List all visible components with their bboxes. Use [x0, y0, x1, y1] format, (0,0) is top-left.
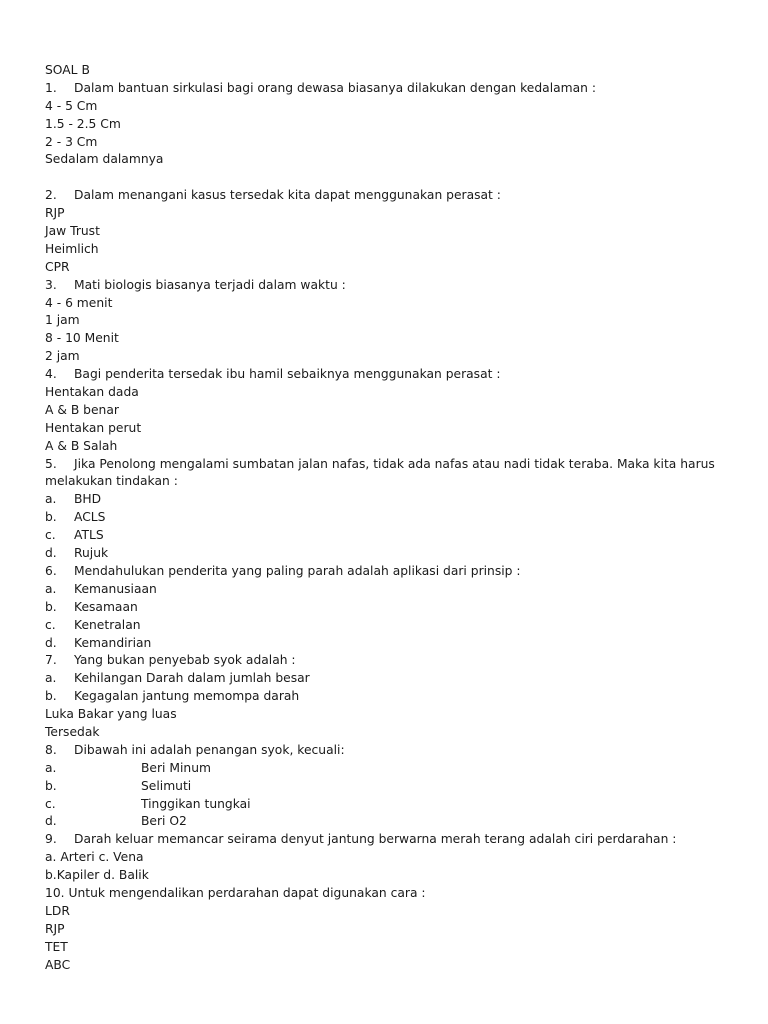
- question-10: 10. Untuk mengendalikan perdarahan dapat digunakan cara :: [45, 885, 426, 900]
- question-text: Darah keluar memancar seirama denyut jantung berwarna merah terang adalah ciri perdarahan :: [74, 832, 677, 847]
- question-number: 8.: [45, 742, 57, 757]
- option: [45, 778, 745, 796]
- question-number: 5.: [45, 456, 57, 471]
- option-label: c.: [45, 796, 56, 811]
- question-number: 2.: [45, 188, 57, 203]
- option: A & B benar: [45, 402, 119, 417]
- question-text: Dalam menangani kasus tersedak kita dapat menggunakan perasat :: [74, 188, 501, 203]
- option: [45, 545, 745, 563]
- option-text: Kesamaan: [74, 599, 138, 614]
- option: Sedalam dalamnya: [45, 152, 164, 167]
- option-label: b.: [45, 510, 57, 525]
- question-number: 7.: [45, 653, 57, 668]
- question-number: 3.: [45, 277, 57, 292]
- question-8: [45, 742, 745, 760]
- option-text: Kemandirian: [74, 635, 152, 650]
- question-text: Mendahulukan penderita yang paling parah adalah aplikasi dari prinsip :: [74, 563, 521, 578]
- option-text: BHD: [74, 492, 102, 507]
- question-text: Mati biologis biasanya terjadi dalam waktu :: [74, 277, 346, 292]
- option-text: Beri Minum: [141, 760, 211, 775]
- option-label: d.: [45, 546, 57, 561]
- question-5: [45, 456, 745, 474]
- question-4: [45, 366, 745, 384]
- question-6: [45, 563, 745, 581]
- option: [45, 670, 745, 688]
- option: Hentakan perut: [45, 420, 142, 435]
- question-3: [45, 277, 745, 295]
- option: A & B Salah: [45, 438, 118, 453]
- question-text-continued: melakukan tindakan :: [45, 474, 178, 489]
- option-text: Selimuti: [141, 778, 192, 793]
- option: 4 - 6 menit: [45, 295, 113, 310]
- option: TET: [45, 939, 68, 954]
- question-2: [45, 187, 745, 205]
- option: 1 jam: [45, 313, 80, 328]
- option-text: Kenetralan: [74, 617, 141, 632]
- question-number: 4.: [45, 367, 57, 382]
- option: RJP: [45, 921, 65, 936]
- option: [45, 796, 745, 814]
- option-text: Kemanusiaan: [74, 581, 157, 596]
- option: 4 - 5 Cm: [45, 98, 98, 113]
- option: [45, 688, 745, 706]
- option-label: a.: [45, 671, 57, 686]
- option: ABC: [45, 957, 71, 972]
- option: Jaw Trust: [45, 224, 100, 239]
- option-label: a.: [45, 760, 57, 775]
- option: [45, 635, 745, 653]
- option: [45, 491, 745, 509]
- option: RJP: [45, 206, 65, 221]
- question-1: [45, 80, 745, 98]
- option-text: Rujuk: [74, 546, 109, 561]
- option: 2 - 3 Cm: [45, 134, 98, 149]
- option-text: Kehilangan Darah dalam jumlah besar: [74, 671, 310, 686]
- option: [45, 813, 745, 831]
- option: LDR: [45, 903, 70, 918]
- option-label: a.: [45, 581, 57, 596]
- option-label: c.: [45, 617, 56, 632]
- question-text: Jika Penolong mengalami sumbatan jalan nafas, tidak ada nafas atau nadi tidak teraba. Maka kita harus: [74, 456, 715, 471]
- option-label: b.: [45, 689, 57, 704]
- option-text: ACLS: [74, 510, 106, 525]
- question-number: 9.: [45, 832, 57, 847]
- option-line: b.Kapiler d. Balik: [45, 868, 149, 883]
- option-text: Kegagalan jantung memompa darah: [74, 689, 300, 704]
- document-title: SOAL B: [45, 63, 90, 77]
- option: CPR: [45, 259, 70, 274]
- option: [45, 760, 745, 778]
- spacer: [45, 169, 745, 187]
- option: [45, 527, 745, 545]
- option: [45, 617, 745, 635]
- option: [45, 509, 745, 527]
- option-text: Beri O2: [141, 814, 187, 829]
- question-number: 1.: [45, 80, 57, 95]
- option: Luka Bakar yang luas: [45, 707, 177, 722]
- option: 8 - 10 Menit: [45, 331, 119, 346]
- option-line: a. Arteri c. Vena: [45, 850, 144, 865]
- option: [45, 581, 745, 599]
- question-text: Bagi penderita tersedak ibu hamil sebaiknya menggunakan perasat :: [74, 367, 501, 382]
- document-page: [45, 62, 745, 974]
- option: [45, 599, 745, 617]
- option: Hentakan dada: [45, 385, 139, 400]
- question-text: Yang bukan penyebab syok adalah :: [74, 653, 296, 668]
- option-label: d.: [45, 814, 57, 829]
- option: Tersedak: [45, 724, 100, 739]
- option-label: c.: [45, 528, 56, 543]
- option-label: d.: [45, 635, 57, 650]
- option-text: Tinggikan tungkai: [141, 796, 251, 811]
- question-number: 6.: [45, 563, 57, 578]
- option-label: a.: [45, 492, 57, 507]
- question-text: Dalam bantuan sirkulasi bagi orang dewasa biasanya dilakukan dengan kedalaman :: [74, 80, 597, 95]
- question-9: [45, 831, 745, 849]
- option-label: b.: [45, 599, 57, 614]
- option-label: b.: [45, 778, 57, 793]
- option: 1.5 - 2.5 Cm: [45, 116, 121, 131]
- question-text: Dibawah ini adalah penangan syok, kecuali:: [74, 742, 345, 757]
- question-7: [45, 652, 745, 670]
- option-text: ATLS: [74, 528, 104, 543]
- option: 2 jam: [45, 349, 80, 364]
- option: Heimlich: [45, 241, 99, 256]
